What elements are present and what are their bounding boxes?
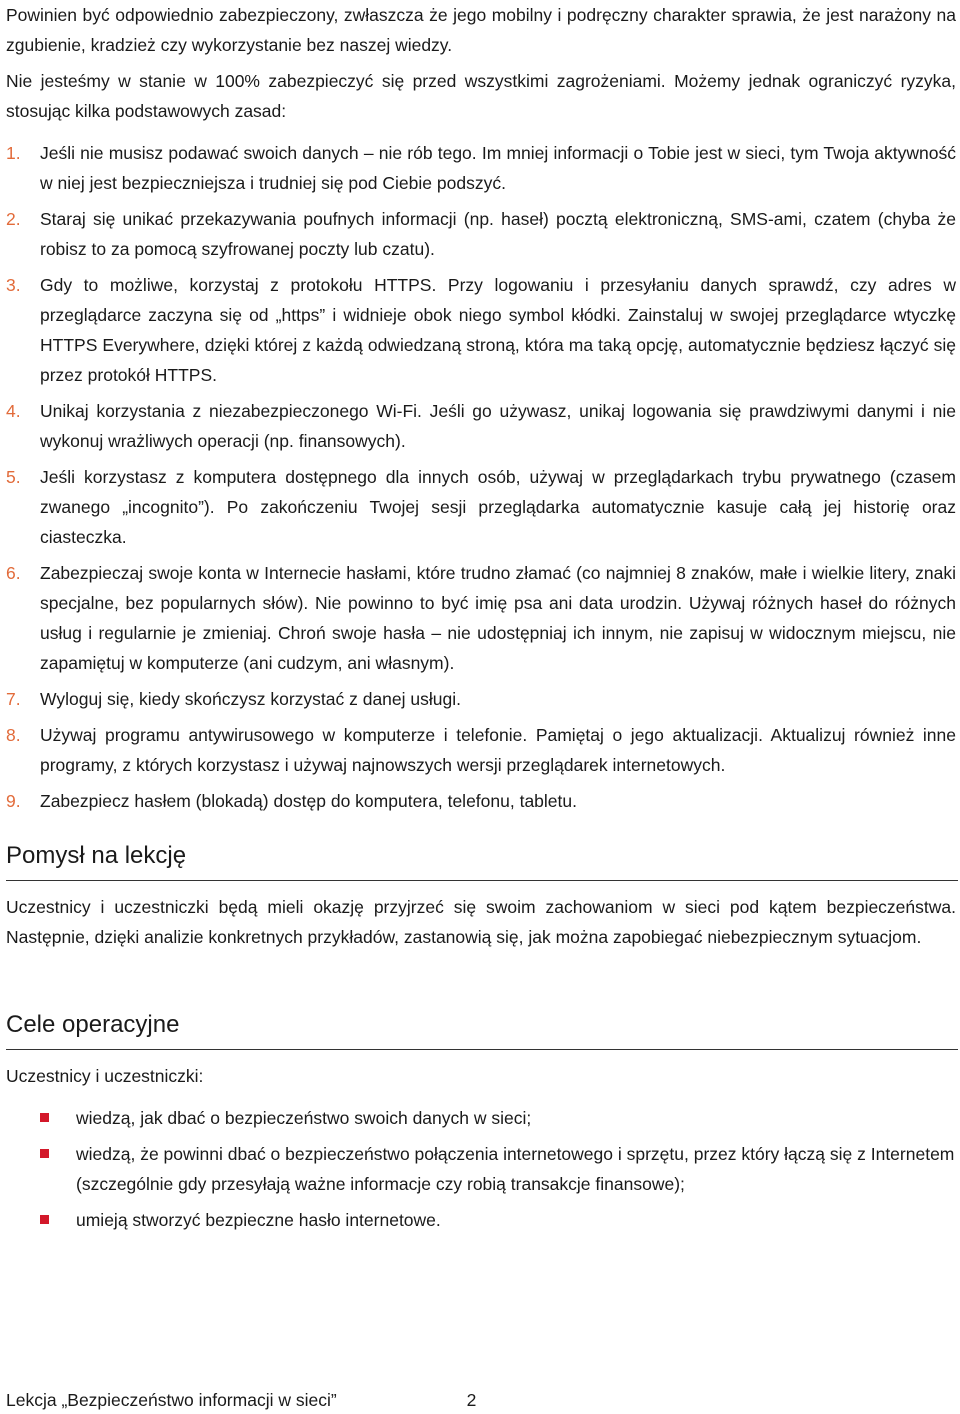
list-item-text: Unikaj korzystania z niezabezpieczonego Wi-Fi. Jeśli go używasz, unikaj logowania się prawdziwymi danymi i nie wykonuj wrażliwych operacji (np. finansowych). bbox=[40, 401, 956, 451]
list-item bbox=[6, 138, 956, 198]
list-number: 1. bbox=[6, 143, 21, 163]
list-item bbox=[6, 720, 956, 780]
intro-paragraph-1: Powinien być odpowiednio zabezpieczony, zwłaszcza że jego mobilny i podręczny charakter sprawia, że jest narażony na zgubienie, kradzież czy wykorzystanie bez naszej wiedzy. bbox=[6, 5, 956, 55]
list-item bbox=[6, 684, 956, 714]
bullet-square-icon bbox=[40, 1149, 49, 1158]
list-number: 5. bbox=[6, 467, 21, 487]
list-number: 8. bbox=[6, 725, 21, 745]
bullet-square-icon bbox=[40, 1215, 49, 1224]
footer-title: Lekcja „Bezpieczeństwo informacji w sieci” bbox=[6, 1390, 337, 1410]
list-item-text: wiedzą, jak dbać o bezpieczeństwo swoich danych w sieci; bbox=[76, 1108, 532, 1128]
list-item bbox=[6, 558, 956, 678]
page-number: 2 bbox=[466, 1390, 477, 1410]
list-item bbox=[6, 1139, 956, 1199]
list-item bbox=[6, 462, 956, 552]
list-number: 4. bbox=[6, 401, 21, 421]
list-item bbox=[6, 396, 956, 456]
list-item-text: Używaj programu antywirusowego w komputerze i telefonie. Pamiętaj o jego aktualizacji. Aktualizuj również inne programy, z których korzystasz i używaj najnowszych wersji przeglądarek internetowych. bbox=[40, 725, 956, 775]
bullet-square-icon bbox=[40, 1113, 49, 1122]
list-number: 7. bbox=[6, 689, 21, 709]
list-item-text: Wyloguj się, kiedy skończysz korzystać z danej usługi. bbox=[40, 689, 461, 709]
list-item-text: umieją stworzyć bezpieczne hasło internetowe. bbox=[76, 1210, 441, 1230]
rules-list bbox=[6, 138, 956, 822]
list-number: 3. bbox=[6, 275, 21, 295]
list-item bbox=[6, 1103, 956, 1133]
intro-paragraph-2: Nie jesteśmy w stanie w 100% zabezpieczyć się przed wszystkimi zagrożeniami. Możemy jednak ograniczyć ryzyka, stosując kilka podstawowych zasad: bbox=[6, 71, 956, 121]
goals-list bbox=[6, 1103, 956, 1241]
list-item-text: Zabezpiecz hasłem (blokadą) dostęp do komputera, telefonu, tabletu. bbox=[40, 791, 577, 811]
list-number: 9. bbox=[6, 791, 21, 811]
section-heading-idea: Pomysł na lekcję bbox=[6, 840, 958, 881]
list-number: 2. bbox=[6, 209, 21, 229]
list-number: 6. bbox=[6, 563, 21, 583]
list-item-text: Staraj się unikać przekazywania poufnych informacji (np. haseł) pocztą elektroniczną, SMS-ami, czatem (chyba że robisz to za pomocą szyfrowanej poczty lub czatu). bbox=[40, 209, 956, 259]
list-item-text: wiedzą, że powinni dbać o bezpieczeństwo połączenia internetowego i sprzętu, przez który łączą się z Internetem (szczególnie gdy przesyłają ważne informacje czy robią transakcje finansowe); bbox=[76, 1144, 955, 1194]
page-footer bbox=[6, 1386, 476, 1414]
list-item-text: Zabezpieczaj swoje konta w Internecie hasłami, które trudno złamać (co najmniej 8 znaków, małe i wielkie litery, znaki specjalne, bez popularnych słów). Nie powinno to być imię psa ani data urodzin. Używaj różnych haseł do różnych usług i regularnie je zmieniaj. Chroń swoje hasła – nie udostępniaj ich innym, nie zapisuj w widocznym miejscu, nie zapamiętuj w komputerze (ani cudzym, ani własnym). bbox=[40, 563, 956, 673]
list-item bbox=[6, 270, 956, 390]
list-item-text: Jeśli korzystasz z komputera dostępnego dla innych osób, używaj w przeglądarkach trybu prywatnego (czasem zwanego „incognito”). Po zakończeniu Twojej sesji przeglądarka automatycznie kasuje całą jej historię oraz ciasteczka. bbox=[40, 467, 956, 547]
list-item bbox=[6, 204, 956, 264]
list-item bbox=[6, 786, 956, 816]
list-item-text: Gdy to możliwe, korzystaj z protokołu HTTPS. Przy logowaniu i przesyłaniu danych sprawdź, czy adres w przeglądarce zaczyna się od „https” i widnieje obok niego symbol kłódki. Zainstaluj w swojej przeglądarce wtyczkę HTTPS Everywhere, dzięki której z każdą odwiedzaną stroną, która ma taką opcję, automatycznie będziesz łączyć się przez protokół HTTPS. bbox=[40, 275, 956, 385]
list-item bbox=[6, 1205, 956, 1235]
section-heading-goals: Cele operacyjne bbox=[6, 1009, 958, 1050]
list-item-text: Jeśli nie musisz podawać swoich danych – nie rób tego. Im mniej informacji o Tobie jest w sieci, tym Twoja aktywność w niej jest bezpieczniejsza i trudniej się pod Ciebie podszyć. bbox=[40, 143, 956, 193]
idea-paragraph: Uczestnicy i uczestniczki będą mieli okazję przyjrzeć się swoim zachowaniom w sieci pod kątem bezpieczeństwa. Następnie, dzięki analizie konkretnych przykładów, zastanowią się, jak można zapobiegać niebezpiecznym sytuacjom. bbox=[6, 897, 956, 947]
goals-intro: Uczestnicy i uczestniczki: bbox=[6, 1066, 204, 1086]
